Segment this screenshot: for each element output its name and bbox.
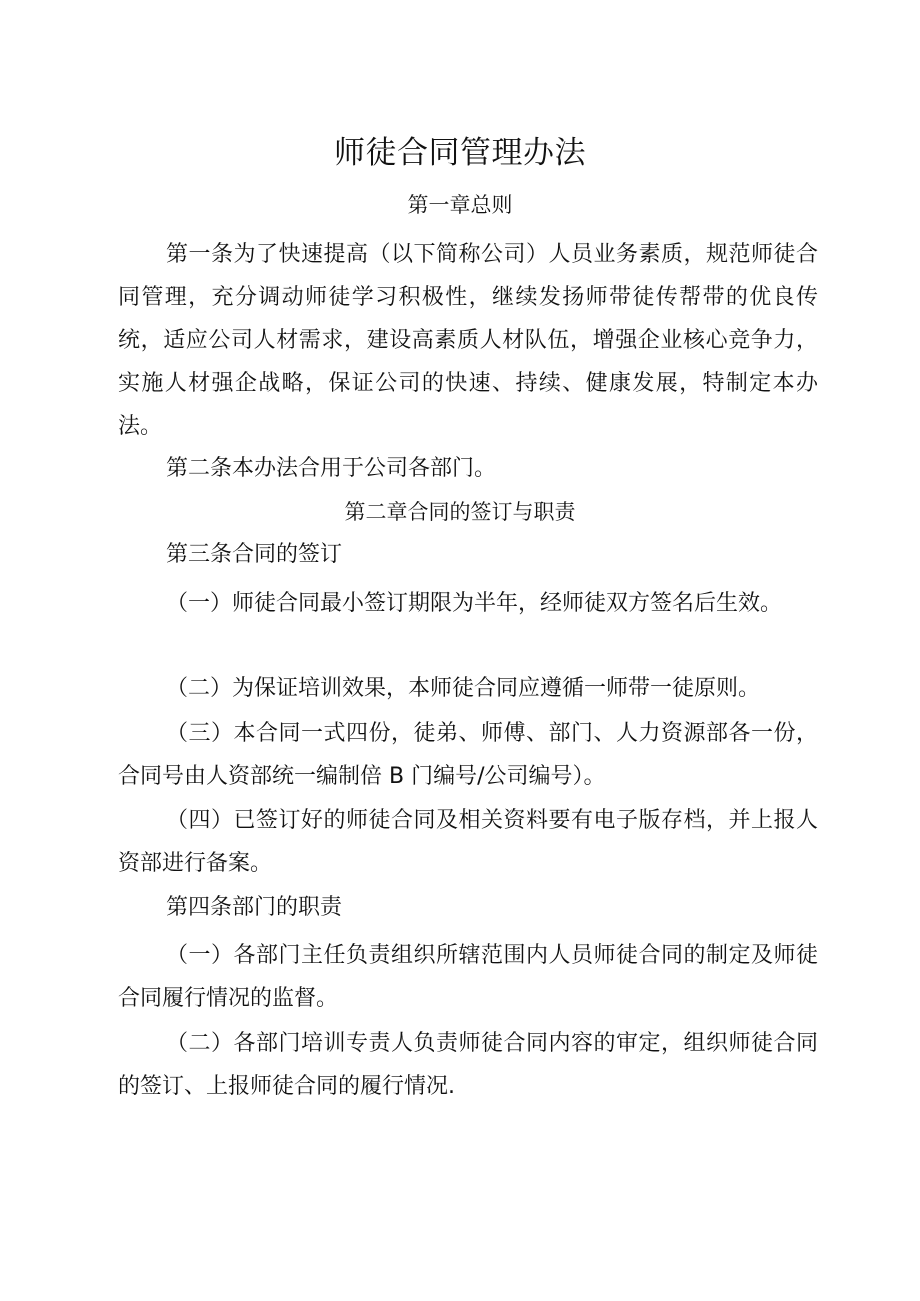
article-3-item-3: （三）本合同一式四份，徒弟、师傅、部门、人力资源部各一份，合同号由人资部统一编制倍 B 门编号/公司编号）。 xyxy=(118,721,818,789)
article-4-item-1: （一）各部门主任负责组织所辖范围内人员师徒合同的制定及师徒合同履行情况的监督。 xyxy=(118,943,818,1011)
chapter-2-heading: 第二章合同的签订与职责 xyxy=(344,500,576,524)
document-title: 师徒合同管理办法 xyxy=(334,135,586,171)
article-3-item-2: （二）为保证培训效果，本师徒合同应遵循一师带一徒原则。 xyxy=(166,676,761,701)
article-2-text: 第二条本办法合用于公司各部门。 xyxy=(166,456,497,481)
article-4-item-2: （二）各部门培训专责人负责师徒合同内容的审定，组织师徒合同的签订、上报师徒合同的履行情况. xyxy=(118,1031,818,1099)
chapter-1-heading: 第一章总则 xyxy=(407,193,513,217)
article-4-heading: 第四条部门的职责 xyxy=(166,895,343,920)
article-3-item-4: （四）已签订好的师徒合同及相关资料要有电子版存档，并上报人资部进行备案。 xyxy=(118,808,818,876)
article-3-heading: 第三条合同的签订 xyxy=(166,542,343,567)
article-3-item-1: （一）师徒合同最小签订期限为半年，经师徒双方签名后生效。 xyxy=(166,591,783,616)
article-1-text: 第一条为了快速提高（以下简称公司）人员业务素质，规范师徒合同管理，充分调动师徒学习积极性，继续发扬师带徒传帮带的优良传统，适应公司人材需求，建设高素质人材队伍，增强企业核心竞争力，实施人材强企战略，保证公司的快速、持续、健康发展，特制定本办法。 xyxy=(118,242,818,439)
